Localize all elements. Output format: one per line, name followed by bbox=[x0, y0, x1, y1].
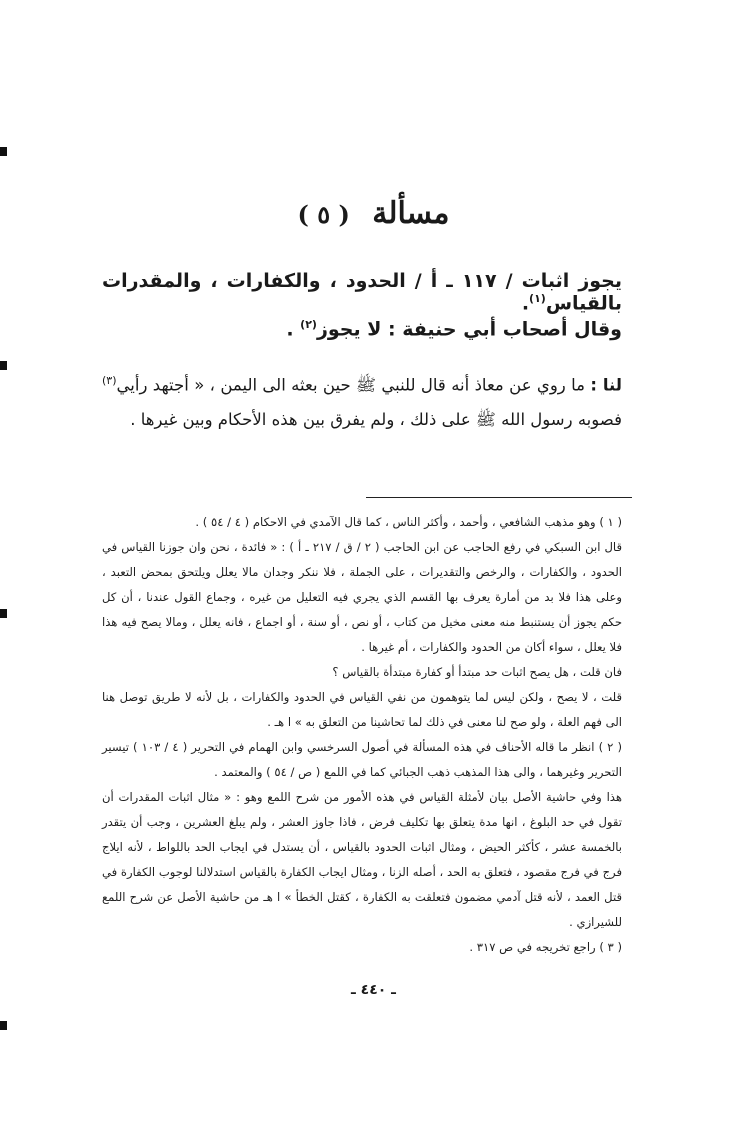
footnote: ( ١ ) وهو مذهب الشافعي ، وأحمد ، وأكثر الناس ، كما قال الآمدي في الاحكام ( ٤ / ٥٤ ) . bbox=[195, 515, 622, 529]
footnote-ref-3: (٣) bbox=[102, 374, 117, 387]
margin-mark bbox=[0, 1021, 7, 1030]
footnote: ( ٢ ) انظر ما قاله الأحناف في هذه المسألة في أصول السرخسي وابن الهمام في التحرير ( ٤ / ١٠٣ ) تيسير التحرير وغيرهما ، والى هذا المذهب ذهب الجبائي كما في اللمع ( ص / ٥٤ ) والمعتمد . bbox=[102, 740, 623, 779]
footnote-ref-2: (٢) bbox=[300, 318, 317, 331]
page-number: ـ ٤٤٠ ـ bbox=[351, 982, 396, 998]
paragraph-part-1: ما روي عن معاذ أنه قال للنبي ﷺ حين بعثه الى اليمن ، « أجتهد رأيي bbox=[116, 375, 586, 395]
margin-mark bbox=[0, 609, 7, 618]
margin-mark bbox=[0, 361, 7, 370]
footnote: فان قلت ، هل يصح اثبات حد مبتدأ أو كفارة مبتدأة بالقياس ؟ bbox=[332, 665, 622, 679]
heading-number: ( ٥ ) bbox=[297, 200, 350, 229]
footnote-separator bbox=[366, 497, 632, 498]
footnotes bbox=[102, 510, 622, 960]
main-paragraph bbox=[102, 364, 622, 437]
main-line-2-text: وقال أصحاب أبي حنيفة : لا يجوز bbox=[316, 318, 622, 341]
main-line-2: وقال أصحاب أبي حنيفة : لا يجوز$^{(٢)}$ . bbox=[286, 318, 622, 341]
main-line-1: يجوز اثبات / ١١٧ ـ أ / الحدود ، والكفارات ، والمقدرات بالقياس$^{(١)}$. bbox=[102, 270, 622, 315]
main-line-1-text: يجوز اثبات / ١١٧ ـ أ / الحدود ، والكفارات ، والمقدرات بالقياس bbox=[102, 270, 622, 315]
margin-mark bbox=[0, 147, 7, 156]
footnote: هذا وفي حاشية الأصل بيان لأمثلة القياس في هذه الأمور من شرح اللمع وهو : « مثال اثبات المقدرات أن تقول في حد البلوغ ، انها مدة يتعلق بها تكليف فرض ، فاذا جاوز العشر ، ولم يبلغ العشرين ، وجب أن يتقدر بالخمسة عشر ، كأكثر الحيض ، ومثال اثبات الحدود بالقياس ، أن يستدل في ايجاب الحد باللواط ، لأنه ايلاج فرج في فرج مقصود ، فتعلق به الحد ، أصله الزنا ، ومثال ايجاب الكفارة بالقياس استدلالنا لوجوب الكفارة في قتل العمد ، لأنه قتل آدمي مضمون فتعلقت به الكفارة ، كقتل الخطأ » ا هـ من حاشية الأصل عن شرح اللمع للشيرازي . bbox=[102, 790, 622, 929]
footnote: قال ابن السبكي في رفع الحاجب عن ابن الحاجب ( ٢ / ق / ٢١٧ ـ أ ) : « فائدة ، نحن وان جوزنا القياس في الحدود ، والكفارات ، والرخص والتقديرات ، على الجملة ، فلا ننكر وجدان مالا يعلل ويلتحق بمحض التعبد ، وعلى هذا فلا بد من أمارة يعرف بها القسم الذي يجري فيه التعليل من غيره ، وجماع القول عندنا ، أن كل حكم يجوز أن يستنبط منه معنى مخيل من كتاب ، أو نص ، أو سنة ، أو اجماع ، فانه يعلل ، ومالا يصح فيه هذا فلا يعلل ، سواء أكان من الحدود والكفارات ، أم غيرها . bbox=[102, 540, 622, 654]
footnote: قلت ، لا يصح ، ولكن ليس لما يتوهمون من نفي القياس في الحدود والكفارات ، بل لأنه لا طريق توصل هنا الى فهم العلة ، ولو صح لنا معنى في ذلك لما تحاشينا من التعلق به » ا هـ . bbox=[102, 690, 622, 729]
footnote-ref-1: (١) bbox=[529, 292, 546, 305]
section-heading bbox=[0, 196, 747, 231]
footnote: ( ٣ ) راجع تخريجه في ص ٣١٧ . bbox=[469, 940, 622, 954]
paragraph-part-2: فصوبه رسول الله ﷺ على ذلك ، ولم يفرق بين هذه الأحكام وبين غيرها . bbox=[130, 409, 622, 429]
paragraph-lead: لنا : bbox=[590, 375, 622, 395]
heading-title: مسألة bbox=[372, 196, 450, 231]
